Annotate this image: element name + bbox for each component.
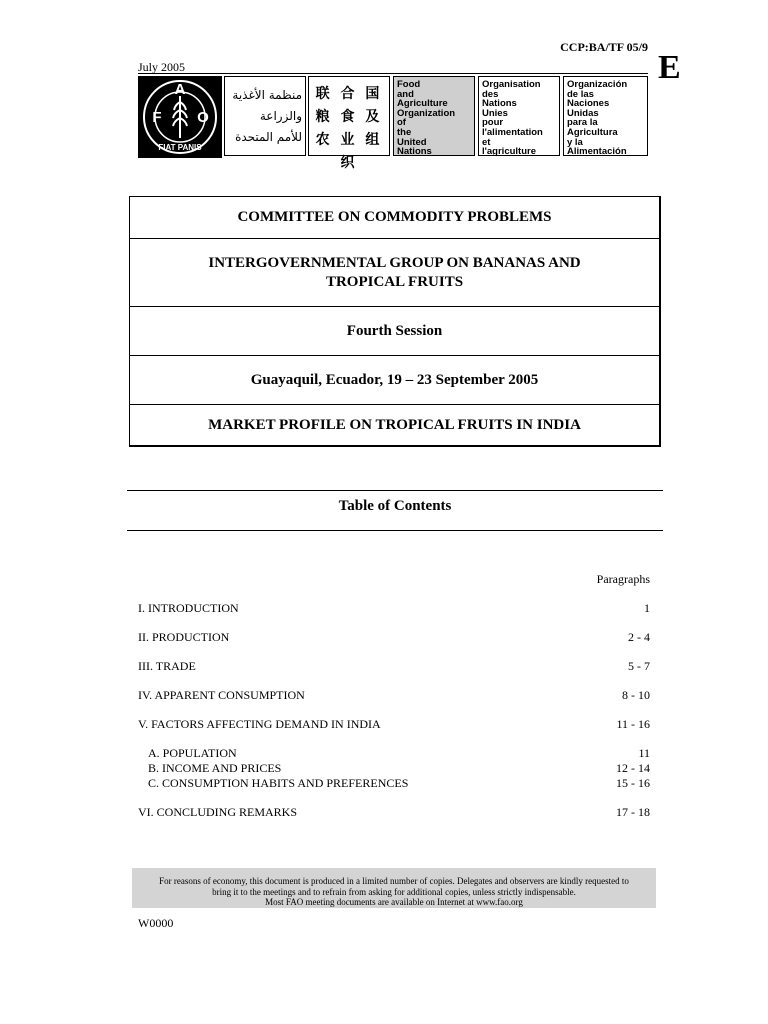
english-line: the	[397, 126, 412, 138]
toc-entry[interactable]	[138, 717, 650, 732]
fao-banner	[138, 76, 648, 171]
toc-entry[interactable]	[138, 805, 650, 820]
arabic-name	[224, 76, 306, 156]
chinese-line: 农 业 组 织	[315, 132, 383, 171]
logo-motto: FIAT PANIS	[158, 143, 202, 152]
group-line: INTERGOVERNMENTAL GROUP ON BANANAS AND	[208, 254, 581, 271]
spanish-name	[563, 76, 648, 156]
english-name	[393, 76, 475, 156]
toc-entry-paragraphs: 2 - 4	[628, 630, 650, 644]
french-line: l'agriculture	[482, 146, 536, 158]
toc-subentry[interactable]	[148, 746, 650, 761]
spanish-line: para la	[567, 117, 598, 129]
fao-emblem-icon	[138, 76, 222, 158]
toc-entry-label: C. CONSUMPTION HABITS AND PREFERENCES	[148, 776, 409, 790]
venue	[130, 356, 659, 405]
session-text: Fourth Session	[346, 322, 443, 339]
toc-divider-bottom	[127, 530, 663, 531]
logo-letter-o: O	[197, 109, 209, 126]
document-code: CCP:BA/TF 05/9	[560, 40, 648, 54]
spanish-line: Unidas	[567, 107, 599, 119]
job-code: W0000	[138, 916, 174, 930]
toc-entry[interactable]	[138, 688, 650, 703]
toc-entry[interactable]	[138, 630, 650, 645]
english-line: United	[397, 136, 427, 148]
language-letter: E	[658, 49, 681, 86]
spanish-line: Alimentación	[567, 146, 627, 158]
spanish-line: de las	[567, 88, 594, 100]
committee-name	[130, 197, 659, 239]
french-name	[478, 76, 560, 156]
notice-line: Most FAO meeting documents are available on Internet at www.fao.org	[265, 897, 523, 907]
group-line: TROPICAL FRUITS	[325, 273, 464, 290]
toc-heading: Table of Contents	[338, 498, 452, 514]
english-line: of	[397, 117, 406, 129]
document-title-text: MARKET PROFILE ON TROPICAL FRUITS IN INDIA	[208, 416, 581, 433]
toc-entry-paragraphs: 12 - 14	[616, 761, 650, 775]
spanish-line: Naciones	[567, 98, 610, 110]
title-block	[129, 196, 661, 447]
toc-entry-label: V. FACTORS AFFECTING DEMAND IN INDIA	[138, 717, 381, 731]
toc-entry-paragraphs: 8 - 10	[622, 688, 650, 702]
spanish-line: Organización	[567, 79, 628, 90]
french-line: et	[482, 136, 491, 148]
venue-text: Guayaquil, Ecuador, 19 – 23 September 2005	[250, 371, 539, 388]
english-line: Food	[397, 79, 421, 90]
toc-entry-paragraphs: 5 - 7	[628, 659, 650, 673]
toc-entry-paragraphs: 1	[644, 601, 650, 615]
english-line: and	[397, 88, 414, 100]
logo-letter-f: F	[152, 109, 162, 126]
toc-divider-top	[127, 490, 663, 491]
french-line: Unies	[482, 107, 508, 119]
chinese-line: 联 合 国	[315, 86, 383, 102]
document-date: July 2005	[138, 60, 186, 74]
economy-notice	[132, 868, 656, 908]
fao-logo	[138, 76, 222, 158]
english-line: Agriculture	[397, 98, 448, 110]
notice-line: bring it to the meetings and to refrain from asking for additional copies, unless strictly indispensable.	[212, 886, 576, 897]
toc-entry-paragraphs: 15 - 16	[616, 776, 650, 790]
paragraphs-column-label: Paragraphs	[596, 572, 650, 586]
spanish-line: Agricultura	[567, 126, 618, 138]
french-line: Nations	[482, 98, 517, 110]
toc-entry[interactable]	[138, 601, 650, 616]
english-line: Organization	[397, 107, 456, 119]
toc-entry-paragraphs: 11 - 16	[616, 717, 650, 731]
toc-entry-label: II. PRODUCTION	[138, 630, 230, 644]
arabic-line: منظمة الأغذية	[232, 88, 302, 102]
notice-line: For reasons of economy, this document is produced in a limited number of copies. Delegates and observers are kindly requested to	[159, 876, 629, 886]
session-name	[130, 307, 659, 356]
toc-entry-label: A. POPULATION	[148, 746, 237, 760]
document-title	[130, 405, 659, 445]
toc-subentry[interactable]	[148, 761, 650, 776]
french-line: des	[482, 88, 499, 100]
toc-entry-label: III. TRADE	[138, 659, 196, 673]
header-divider	[138, 73, 648, 74]
toc-entry-label: I. INTRODUCTION	[138, 601, 239, 615]
arabic-line: والزراعة	[259, 109, 302, 123]
english-line: Nations	[397, 146, 432, 158]
toc-entry-paragraphs: 11	[638, 746, 650, 760]
toc-entry[interactable]	[138, 659, 650, 674]
chinese-name	[308, 76, 390, 171]
toc-entry-paragraphs: 17 - 18	[616, 805, 650, 819]
toc-entry-label: IV. APPARENT CONSUMPTION	[138, 688, 305, 702]
french-line: l'alimentation	[482, 126, 543, 138]
chinese-line: 粮 食 及	[315, 109, 383, 125]
committee-text: COMMITTEE ON COMMODITY PROBLEMS	[237, 209, 552, 225]
toc-entry-label: VI. CONCLUDING REMARKS	[138, 805, 298, 819]
french-line: pour	[482, 117, 504, 129]
arabic-line: للأمم المتحدة	[235, 130, 302, 144]
toc-subentry[interactable]	[148, 776, 650, 791]
group-name	[130, 239, 659, 307]
logo-letter-a: A	[174, 81, 186, 98]
french-line: Organisation	[482, 79, 541, 90]
toc-entry-label: B. INCOME AND PRICES	[148, 761, 282, 775]
spanish-line: y la	[567, 136, 583, 148]
